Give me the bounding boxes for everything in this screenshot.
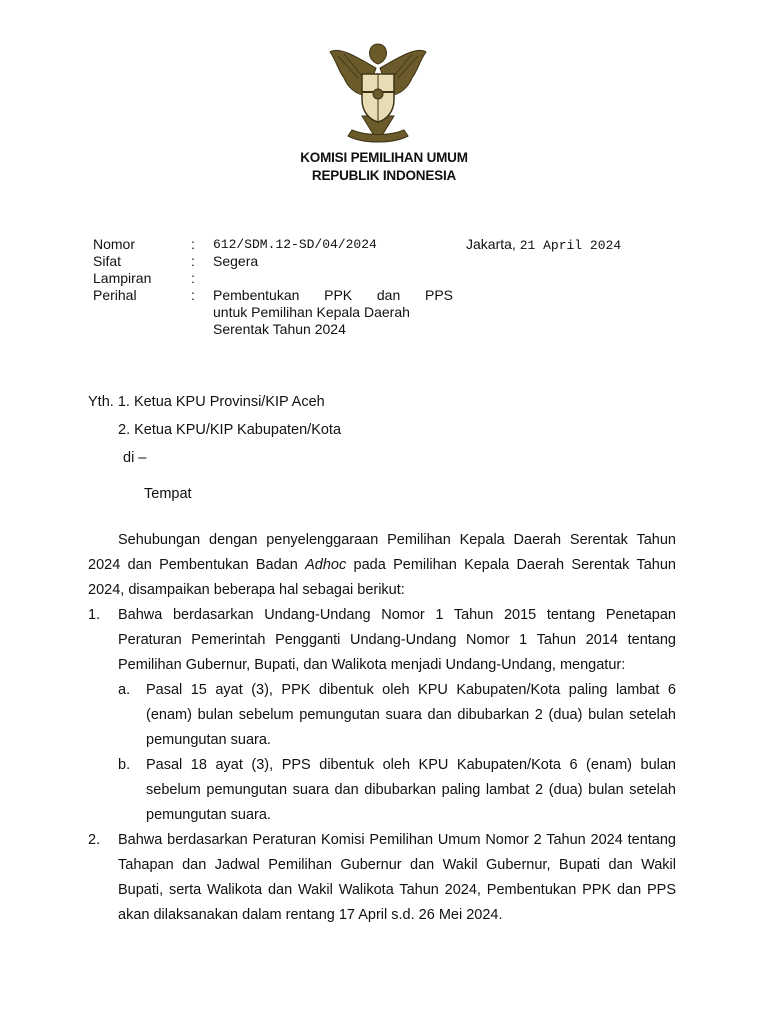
lampiran-label: Lampiran [93,270,152,286]
org-name-line1: KOMISI PEMILIHAN UMUM [300,150,468,165]
addressee-di: di – [123,450,147,466]
place: Jakarta, [466,236,516,252]
perihal-value [213,287,453,338]
sub-list-item [118,678,676,753]
intro-text-1: Sehubungan dengan penyelenggaraan Pemilihan Kepala Daerah Serentak Tahun 2024 dan Pembentukan Badan [88,532,676,573]
garuda-emblem-icon [318,38,438,150]
perihal-row [93,287,453,338]
list-item [88,828,676,928]
intro-paragraph [88,528,676,603]
sub-item-letter: a. [118,682,131,698]
list-item [88,603,676,678]
sifat-value: Segera [213,253,259,269]
addressee-recipient-2: 2. Ketua KPU/KIP Kabupaten/Kota [118,422,342,438]
lampiran-row [93,270,453,287]
item-text: Bahwa berdasarkan Undang-Undang Nomor 1 Tahun 2015 tentang Penetapan Peraturan Pemerintah Pengganti Undang-Undang Nomor 1 Tahun 2014 tentang Pemilihan Gubernur, Bupati, dan Walikota menjadi Undang-Undang, mengatur: [118,607,676,673]
sifat-row [93,253,453,270]
intro-text-2: pada Pemilihan Kepala Daerah Serentak Tahun 2024, disampaikan beberapa hal sebagai berikut: [88,557,676,598]
addressee-tempat: Tempat [144,486,192,502]
perihal-line: untuk Pemilihan Kepala Daerah [213,304,410,320]
date: 21 April 2024 [519,238,622,253]
nomor-value: 612/SDM.12-SD/04/2024 [213,237,377,252]
place-date [466,236,621,254]
perihal-label: Perihal [93,287,137,303]
addressee-line1 [88,388,341,416]
sub-item-letter: b. [118,757,131,773]
perihal-line: Pembentukan PPK dan PPS [213,287,453,303]
yth-label: Yth. [88,394,114,410]
colon: : [191,253,195,269]
colon: : [191,270,195,286]
addressee-block [88,388,341,508]
item-text: Bahwa berdasarkan Peraturan Komisi Pemilihan Umum Nomor 2 Tahun 2024 tentang Tahapan dan Jadwal Pemilihan Gubernur dan Wakil Gubernur, Bupati dan Wakil Bupati, serta Walikota dan Wakil Walikota Tahun 2024, Pembentukan PPK dan PPS akan dilaksanakan dalam rentang 17 April s.d. 26 Mei 2024. [118,832,676,923]
colon: : [191,287,195,303]
sub-list-item [118,753,676,828]
sub-item-text: Pasal 15 ayat (3), PPK dibentuk oleh KPU Kabupaten/Kota paling lambat 6 (enam) bulan sebelum pemungutan suara dan dibubarkan 2 (dua) bulan setelah pemungutan suara. [146,682,676,748]
org-name-line2: REPUBLIK INDONESIA [311,168,457,183]
sifat-label: Sifat [93,253,122,269]
perihal-line: Serentak Tahun 2024 [213,321,346,337]
item-number: 1. [88,607,101,623]
sub-list [118,678,676,828]
sub-item-text: Pasal 18 ayat (3), PPS dibentuk oleh KPU Kabupaten/Kota 6 (enam) bulan sebelum pemungutan suara dan dibubarkan paling lambat 2 (dua) bulan setelah pemungutan suara. [146,757,676,823]
letter-body [88,528,676,928]
nomor-label: Nomor [93,236,136,252]
colon: : [191,236,195,252]
intro-italic: Adhoc [305,557,347,573]
item-number: 2. [88,832,101,848]
nomor-row [93,236,453,253]
letter-metadata [93,236,453,338]
addressee-recipient-1: 1. Ketua KPU Provinsi/KIP Aceh [117,394,325,410]
